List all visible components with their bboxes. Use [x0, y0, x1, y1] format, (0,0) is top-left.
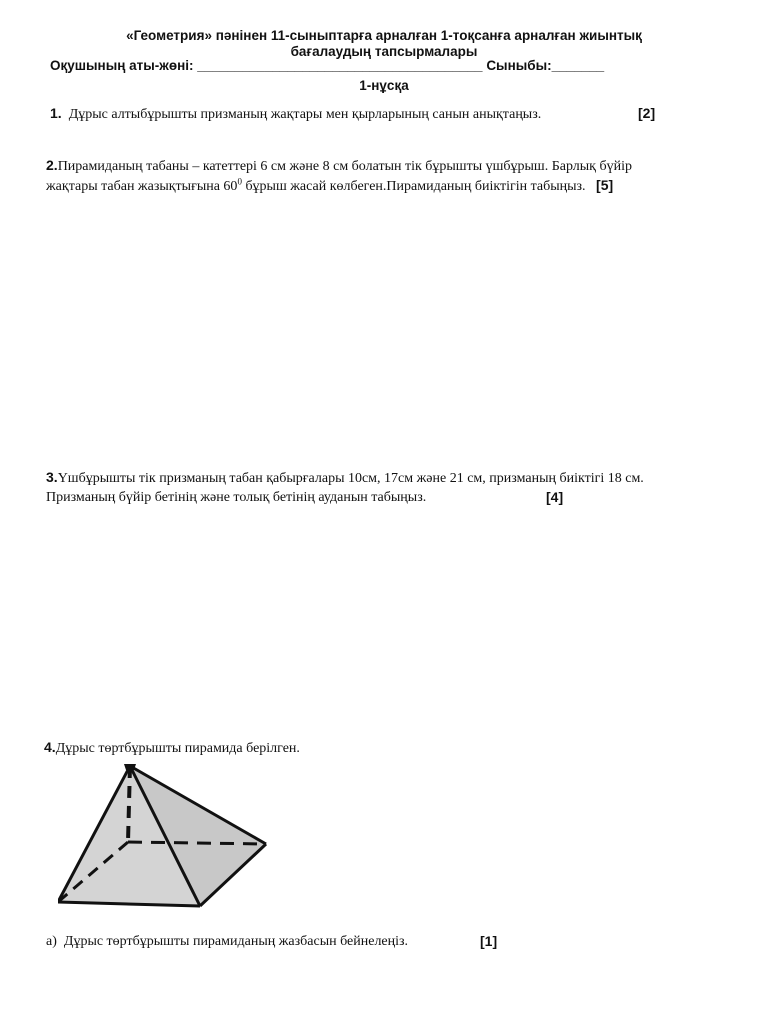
question-4a-text: Дұрыс төртбұрышты пирамиданың жазбасын бейнелеңіз.: [63, 934, 409, 949]
student-name-label: Оқушының аты-жөні: ______________________________________: [50, 58, 487, 73]
question-2-line2a: жақтары табан жазықтығына 60: [46, 179, 238, 194]
question-4a: [46, 932, 726, 951]
class-label: Сыныбы:_______: [486, 58, 605, 73]
question-2-points: [5]: [596, 177, 614, 193]
question-2-line2b: бұрыш жасай көлбеген.Пирамиданың биіктігін табыңыз.: [241, 179, 586, 194]
degree-superscript: 0: [237, 176, 242, 187]
question-3-number: 3.: [46, 469, 58, 485]
question-4a-points: [1]: [480, 933, 498, 949]
student-info-line: [50, 58, 750, 73]
question-3-line2: Призманың бүйір бетінің және толық бетінің ауданын табыңыз.: [46, 490, 427, 505]
question-2-number: 2.: [46, 157, 58, 173]
question-3-points: [4]: [546, 489, 564, 505]
question-4: [44, 738, 724, 758]
document-title-line1: «Геометрия» пәнінен 11-сыныптарға арналған 1-тоқсанға арналған жиынтық: [126, 28, 642, 43]
document-title-line2: бағалаудың тапсырмалары: [290, 44, 478, 59]
question-4-text: Дұрыс төртбұрышты пирамида берілген.: [55, 741, 300, 756]
variant-label: 1-нұсқа: [359, 78, 409, 93]
question-4-number: 4.: [44, 739, 56, 755]
pyramid-drawing: [58, 762, 270, 910]
square-pyramid-diagram: [58, 762, 270, 910]
question-2: [46, 156, 726, 196]
question-1-text: Дұрыс алтыбұрышты призманың жақтары мен қырларының санын анықтаңыз.: [68, 107, 542, 122]
question-1-number: 1.: [50, 105, 62, 121]
question-2-line1: Пирамиданың табаны – катеттері 6 см және 8 см болатын тік бұрышты үшбұрыш. Барлық бүйір: [57, 159, 632, 174]
question-3-line1: Үшбұрышты тік призманың табан қабырғалары 10см, 17см және 21 см, призманың биіктігі 18 см.: [57, 471, 644, 486]
question-3: [46, 468, 726, 507]
question-4a-label: а): [46, 934, 57, 949]
question-1-points: [2]: [638, 105, 656, 121]
question-1: [50, 104, 730, 124]
apex-marker: [124, 764, 136, 770]
